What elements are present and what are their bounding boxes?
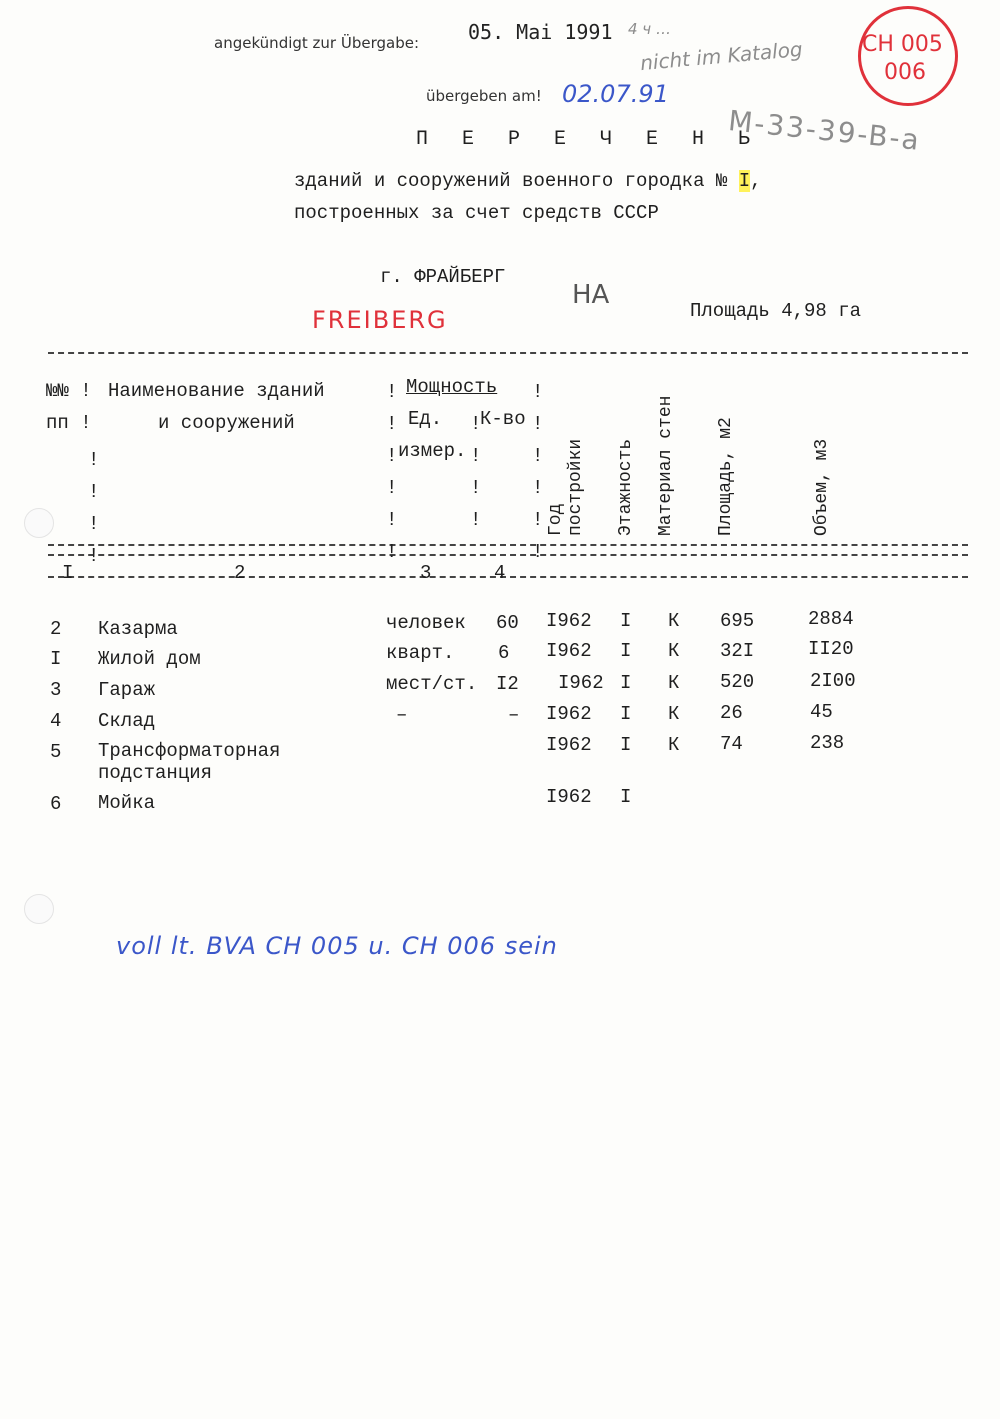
row-volume: 238 <box>810 732 845 754</box>
header-volume: Объем, м3 <box>812 438 832 536</box>
row-qty: – <box>508 704 520 726</box>
header-qty: К-во <box>480 408 526 430</box>
red-code-2: 006 <box>884 60 926 85</box>
row-floors: I <box>620 610 632 632</box>
row-no: 4 <box>50 710 62 732</box>
table-top-rule <box>48 352 968 354</box>
row-no: 2 <box>50 618 62 640</box>
header-area: Площадь, м2 <box>716 417 736 536</box>
row-unit: мест/ст. <box>386 673 478 695</box>
grey-note-1: 4 ч … <box>628 20 671 38</box>
map-sheet-number: M-33-39-B-a <box>726 103 923 158</box>
header-capacity-left: ! ! ! ! ! ! <box>386 381 398 563</box>
column-number-2: 2 <box>234 562 246 584</box>
row-unit: кварт. <box>386 642 455 664</box>
column-number-3: 3 <box>420 562 432 584</box>
row-year: I962 <box>546 640 592 662</box>
row-material: К <box>668 640 680 662</box>
announced-date: 05. Mai 1991 <box>468 20 613 44</box>
row-year: I962 <box>546 786 592 808</box>
header-bottom-rule-2 <box>48 554 968 556</box>
red-code-1: CH 005 <box>862 32 943 57</box>
row-name: Склад <box>98 710 156 732</box>
row-material: К <box>668 672 680 694</box>
handed-label: übergeben am! <box>426 87 542 105</box>
header-unit-1: Ед. <box>408 408 443 430</box>
row-floors: I <box>620 734 632 756</box>
header-bang-column: ! ! ! ! <box>88 449 100 567</box>
header-name-2: и сооружений <box>158 412 295 434</box>
initials: HA <box>572 280 610 310</box>
row-qty: 6 <box>498 642 510 664</box>
row-name: Мойка <box>98 792 156 814</box>
row-volume: 2I00 <box>810 670 856 692</box>
red-city-note: FREIBERG <box>312 306 448 334</box>
subtitle-line-2: построенных за счет средств СССР <box>294 202 659 224</box>
column-number-4: 4 <box>494 562 506 584</box>
announced-label: angekündigt zur Übergabe: <box>214 34 420 52</box>
header-capacity: Мощность <box>406 376 498 398</box>
row-name: Казарма <box>98 618 178 640</box>
row-name-line-2: подстанция <box>98 762 213 784</box>
row-year: I962 <box>546 610 592 632</box>
row-material: К <box>668 734 680 756</box>
row-area: 74 <box>720 733 743 755</box>
site-area: Площадь 4,98 га <box>690 300 862 322</box>
city-name: г. ФРАЙБЕРГ <box>380 266 506 288</box>
grey-note-2: nicht im Katalog <box>639 36 804 76</box>
row-material: К <box>668 610 680 632</box>
row-area: 26 <box>720 702 743 724</box>
subtitle-line-1 <box>294 170 762 192</box>
header-walls: Материал стен <box>656 395 676 536</box>
header-year-1: Год <box>546 503 566 536</box>
row-unit: человек <box>386 612 466 634</box>
row-name: Жилой дом <box>98 648 201 670</box>
row-volume: II20 <box>808 638 854 660</box>
punch-hole-top <box>24 508 54 538</box>
header-no-1: №№ ! <box>46 380 92 402</box>
row-floors: I <box>620 703 632 725</box>
row-volume: 45 <box>810 701 833 723</box>
row-no: 5 <box>50 741 62 763</box>
header-floors: Этажность <box>616 438 636 536</box>
header-unit-2: измер. <box>398 440 467 462</box>
header-qty-bang: ! ! ! ! <box>470 413 482 531</box>
column-number-rule <box>48 576 968 578</box>
row-name: Трансформаторная <box>98 740 281 762</box>
row-qty: 60 <box>496 612 519 634</box>
row-unit: – <box>396 704 408 726</box>
row-year: I962 <box>558 672 604 694</box>
subtitle-line-1-text: зданий и сооружений военного городка № <box>294 170 728 192</box>
header-year-2: постройки <box>566 438 586 536</box>
row-no: I <box>50 648 62 670</box>
header-bottom-rule-1 <box>48 544 968 546</box>
row-floors: I <box>620 786 632 808</box>
header-no-2: пп ! <box>46 412 92 434</box>
column-number-1: I <box>62 562 74 584</box>
row-area: 695 <box>720 610 755 632</box>
bottom-note: voll lt. BVA CH 005 u. CH 006 sein <box>116 932 558 960</box>
subtitle-number: I <box>738 170 751 192</box>
row-volume: 2884 <box>808 608 854 630</box>
row-year: I962 <box>546 734 592 756</box>
header-name-1: Наименование зданий <box>108 380 325 402</box>
header-capacity-right: ! ! ! ! ! ! <box>532 381 544 563</box>
row-area: 32I <box>720 640 755 662</box>
row-name: Гараж <box>98 679 156 701</box>
subtitle-comma: , <box>750 170 762 192</box>
punch-hole-bottom <box>24 894 54 924</box>
row-floors: I <box>620 672 632 694</box>
row-floors: I <box>620 640 632 662</box>
row-no: 6 <box>50 793 62 815</box>
row-qty: I2 <box>496 673 519 695</box>
row-year: I962 <box>546 703 592 725</box>
row-no: 3 <box>50 679 62 701</box>
row-area: 520 <box>720 671 755 693</box>
row-material: К <box>668 703 680 725</box>
document-title: П Е Р Е Ч Е Н Ь <box>416 128 762 151</box>
handed-date: 02.07.91 <box>562 80 669 108</box>
